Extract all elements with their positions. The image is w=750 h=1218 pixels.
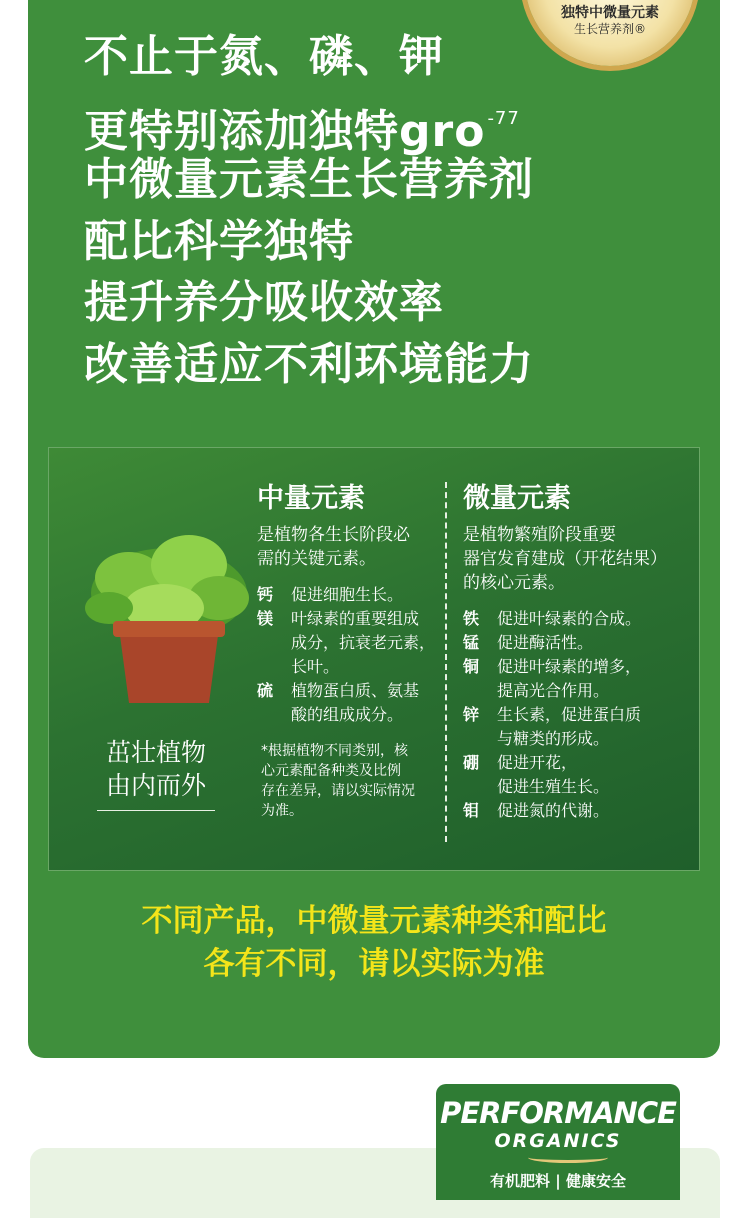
badge-line-1: 独特中微量元素 (561, 5, 659, 21)
element-row-molybdenum (463, 799, 691, 823)
brand-name-primary: PERFORMANCE (440, 1096, 676, 1130)
trace-elements-column (463, 482, 691, 823)
element-text-line: 酸的组成成分。 (291, 705, 404, 724)
headline-line-1: 不止于氮、磷、钾 (84, 31, 444, 82)
element-text (497, 631, 691, 655)
element-text-line: 促进氮的代谢。 (497, 801, 610, 820)
headline-line-6: 改善适应不利环境能力 (84, 338, 534, 390)
element-symbol: 硫 (257, 681, 274, 700)
element-row-iron (463, 607, 691, 631)
element-symbol: 铁 (463, 609, 480, 628)
element-row-calcium (257, 583, 437, 607)
element-text-line: 促进细胞生长。 (291, 585, 404, 604)
note-line: 为准。 (261, 803, 303, 819)
element-text-line: 提高光合作用。 (497, 681, 610, 700)
element-text (497, 703, 691, 751)
element-text (497, 607, 691, 631)
element-symbol: 镁 (257, 609, 274, 628)
element-symbol: 硼 (463, 753, 480, 772)
variation-line-1: 不同产品，中微量元素种类和配比 (141, 903, 607, 939)
gro-superscript: -77 (487, 107, 520, 129)
element-text-line: 生长素，促进蛋白质 (497, 705, 642, 724)
element-text (497, 751, 691, 799)
badge-line-2: 生长营养剂® (573, 22, 646, 36)
lettuce-pot-icon (69, 523, 269, 723)
element-text-line: 植物蛋白质、氨基 (291, 681, 420, 700)
trace-elements-desc (463, 523, 691, 595)
element-text-line: 成分，抗衰老元素， (291, 633, 436, 652)
element-text-line: 促进生殖生长。 (497, 777, 610, 796)
headline-line-3: 中微量元素生长营养剂 (84, 154, 534, 205)
headline-line-2-text: 更特别添加独特gro (84, 105, 486, 157)
element-text-line: 促进酶活性。 (497, 633, 594, 652)
element-text-line: 叶绿素的重要组成 (291, 609, 420, 628)
element-symbol: 锰 (463, 633, 480, 652)
trace-elements-title: 微量元素 (463, 483, 571, 514)
element-text-line: 促进叶绿素的增多， (497, 657, 642, 676)
trace-desc-line: 器官发育建成（开花结果） (463, 549, 667, 569)
element-text-line: 促进开花， (497, 753, 578, 772)
note-line: 存在差异，请以实际情况 (261, 783, 415, 799)
trace-desc-line: 是植物繁殖阶段重要 (463, 525, 616, 545)
element-text (291, 607, 437, 679)
column-divider (445, 482, 447, 842)
medium-elements-desc (257, 523, 437, 571)
element-row-sulfur (257, 679, 437, 727)
plant-caption (97, 736, 215, 802)
element-text (291, 679, 437, 727)
element-text (497, 655, 691, 703)
medium-desc-line: 是植物各生长阶段必 (257, 525, 410, 545)
element-row-copper (463, 655, 691, 703)
headline-line-5: 提升养分吸收效率 (84, 277, 444, 328)
brand-tagline: 有机肥料 | 健康安全 (490, 1172, 626, 1190)
plant-caption-line-2: 由内而外 (105, 771, 206, 800)
element-text-line: 促进叶绿素的合成。 (497, 609, 642, 628)
note-line: 心元素配备种类及比例 (261, 763, 401, 779)
headline-line-2 (84, 88, 534, 157)
element-text (497, 799, 691, 823)
medium-elements-title: 中量元素 (257, 483, 365, 514)
element-text-line: 与糖类的形成。 (497, 729, 610, 748)
element-row-zinc (463, 703, 691, 751)
caption-underline (97, 810, 215, 811)
element-symbol: 铜 (463, 657, 480, 676)
brand-logo (436, 1084, 680, 1200)
medium-element-list (257, 583, 437, 727)
variation-line-2: 各有不同，请以实际为准 (203, 946, 545, 982)
disclaimer-note (257, 741, 437, 821)
element-text-line: 长叶。 (291, 657, 340, 676)
element-symbol: 钼 (463, 801, 480, 820)
trace-element-list (463, 607, 691, 823)
variation-disclaimer (28, 900, 720, 986)
note-line: *根据植物不同类别，核 (261, 743, 408, 759)
headline-line-4: 配比科学独特 (84, 215, 354, 267)
trace-desc-line: 的核心元素。 (463, 573, 565, 593)
brand-name-secondary: ORGANICS (494, 1130, 622, 1152)
logo-swoosh-icon (528, 1152, 608, 1163)
plant-caption-line-1: 茁壮植物 (105, 738, 206, 767)
headline (84, 26, 534, 395)
element-row-manganese (463, 631, 691, 655)
element-symbol: 钙 (257, 585, 274, 604)
element-symbol: 锌 (463, 705, 480, 724)
element-row-magnesium (257, 607, 437, 679)
medium-elements-column (257, 482, 437, 821)
medium-desc-line: 需的关键元素。 (257, 549, 376, 569)
element-row-boron (463, 751, 691, 799)
element-text (291, 583, 437, 607)
